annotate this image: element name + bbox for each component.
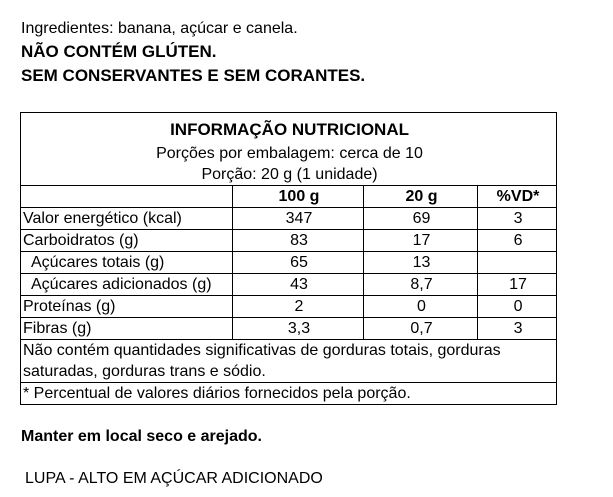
vd-note-row [21, 383, 557, 405]
row-label: Valor energético (kcal) [21, 208, 233, 230]
value-vd: 17 [478, 274, 557, 296]
row-label: Fibras (g) [21, 318, 233, 340]
column-header-20g: 20 g [364, 186, 478, 208]
table-row [21, 318, 557, 340]
table-title-row [21, 113, 557, 144]
insignificant-note-row [21, 340, 557, 383]
value-20g: 0,7 [364, 318, 478, 340]
servings-per-package: Porções por embalagem: cerca de 10 [21, 143, 557, 164]
value-vd: 0 [478, 296, 557, 318]
table-row [21, 208, 557, 230]
daily-value-footnote: * Percentual de valores diários fornecidos pela porção. [21, 383, 557, 405]
column-header-100g: 100 g [233, 186, 364, 208]
value-vd: 3 [478, 208, 557, 230]
value-vd: 3 [478, 318, 557, 340]
value-100g: 65 [233, 252, 364, 274]
table-row [21, 296, 557, 318]
value-vd: 6 [478, 230, 557, 252]
preservatives-warning: SEM CONSERVANTES E SEM CORANTES. [21, 66, 366, 85]
value-20g: 8,7 [364, 274, 478, 296]
value-100g: 83 [233, 230, 364, 252]
value-20g: 69 [364, 208, 478, 230]
value-20g: 13 [364, 252, 478, 274]
servings-row [21, 143, 557, 164]
table-row [21, 230, 557, 252]
value-100g: 2 [233, 296, 364, 318]
value-20g: 0 [364, 296, 478, 318]
serving-size: Porção: 20 g (1 unidade) [21, 164, 557, 186]
row-label: Açúcares totais (g) [21, 252, 233, 274]
table-title: INFORMAÇÃO NUTRICIONAL [21, 113, 557, 144]
row-label: Açúcares adicionados (g) [21, 274, 233, 296]
value-vd [478, 252, 557, 274]
serving-size-row [21, 164, 557, 186]
storage-instructions: Manter em local seco e arejado. [21, 428, 262, 445]
row-label: Proteínas (g) [21, 296, 233, 318]
value-100g: 43 [233, 274, 364, 296]
value-100g: 347 [233, 208, 364, 230]
value-100g: 3,3 [233, 318, 364, 340]
gluten-warning: NÃO CONTÉM GLÚTEN. [21, 42, 217, 61]
table-row [21, 252, 557, 274]
insignificant-amounts-note: Não contém quantidades significativas de gorduras totais, gorduras saturadas, gorduras trans e sódio. [21, 340, 557, 383]
column-header-vd: %VD* [478, 186, 557, 208]
header-row [21, 186, 557, 208]
table-row [21, 274, 557, 296]
row-label: Carboidratos (g) [21, 230, 233, 252]
nutrition-facts-table [20, 112, 557, 405]
front-label-warning: LUPA - ALTO EM AÇÚCAR ADICIONADO [25, 470, 323, 487]
ingredients-text: Ingredientes: banana, açúcar e canela. [21, 20, 298, 37]
column-header-blank [21, 186, 233, 208]
value-20g: 17 [364, 230, 478, 252]
